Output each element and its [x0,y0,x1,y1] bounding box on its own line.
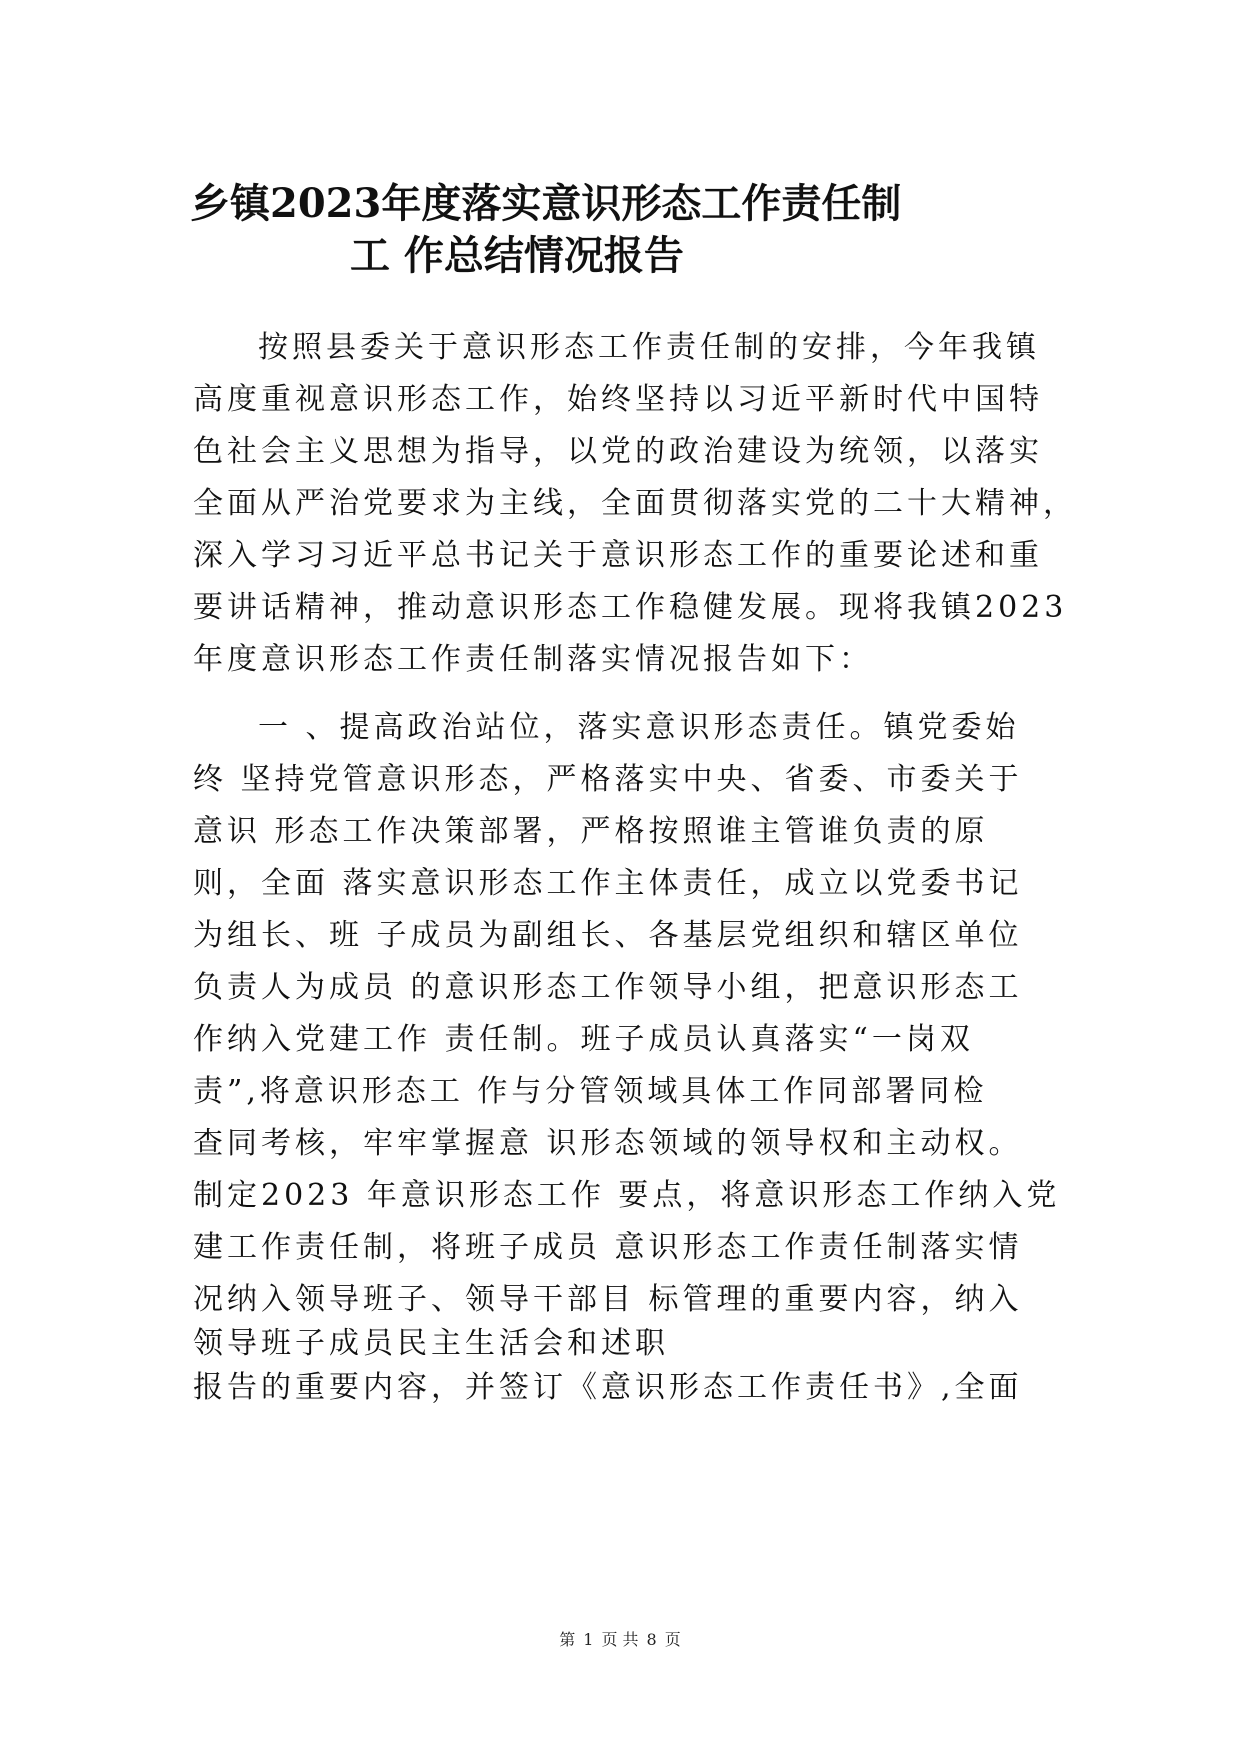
paragraph-line: 查同考核，牢牢掌握意 识形态领域的领导权和主动权。 [193,1126,1023,1161]
paragraph-line: 负责人为成员 的意识形态工作领导小组，把意识形态工 [193,970,1023,1005]
paragraph-line: 按照县委关于意识形态工作责任制的安排，今年我镇 [258,330,1040,365]
footer-prefix: 第 [559,1630,576,1649]
title-line-1: 乡镇2023年度落实意识形态工作责任制 [190,180,902,227]
paragraph-line: 作纳入党建工作 责任制。班子成员认真落实“一岗双 [193,1022,974,1057]
paragraph-line: 况纳入领导班子、领导干部目 标管理的重要内容，纳入 [193,1282,1023,1317]
paragraph-line: 责”,将意识形态工 作与分管领域具体工作同部署同检 [193,1074,988,1109]
title-line-2: 工 作总结情况报告 [350,232,684,279]
paragraph-line: 色社会主义思想为指导，以党的政治建设为统领，以落实 [193,434,1043,469]
paragraph-line: 年度意识形态工作责任制落实情况报告如下： [193,642,873,677]
paragraph-line: 意识 形态工作决策部署，严格按照谁主管谁负责的原 [193,814,989,849]
paragraph-section-1 [193,702,1073,1414]
paragraph-line: 深入学习习近平总书记关于意识形态工作的重要论述和重 [193,538,1043,573]
footer-middle: 页 共 [601,1630,639,1649]
paragraph-line: 为组长、班 子成员为副组长、各基层党组织和辖区单位 [193,918,1023,953]
paragraph-line: 终 坚持党管意识形态，严格落实中央、省委、市委关于 [193,762,1023,797]
paragraph-line: 一 、提高政治站位，落实意识形态责任。镇党委始 [258,710,1020,745]
page-footer [0,1627,1240,1650]
paragraph-line: 则，全面 落实意识形态工作主体责任，成立以党委书记 [193,866,1023,901]
paragraph-line: 全面从严治党要求为主线，全面贯彻落实党的二十大精神， [193,486,1077,521]
footer-total-pages: 8 [646,1630,657,1649]
footer-current-page: 1 [583,1630,594,1649]
paragraph-line: 领导班子成员民主生活会和述职 [193,1326,669,1361]
paragraph-line: 制定2023 年意识形态工作 要点，将意识形态工作纳入党 [193,1178,1061,1213]
paragraph-line: 报告的重要内容，并签订《意识形态工作责任书》,全面 [193,1370,1023,1405]
paragraph-line: 高度重视意识形态工作，始终坚持以习近平新时代中国特 [193,382,1043,417]
footer-suffix: 页 [664,1630,681,1649]
paragraph-line: 要讲话精神，推动意识形态工作稳健发展。现将我镇2023 [193,590,1068,625]
paragraph-intro [193,322,1077,686]
paragraph-line: 建工作责任制，将班子成员 意识形态工作责任制落实情 [193,1230,1023,1265]
